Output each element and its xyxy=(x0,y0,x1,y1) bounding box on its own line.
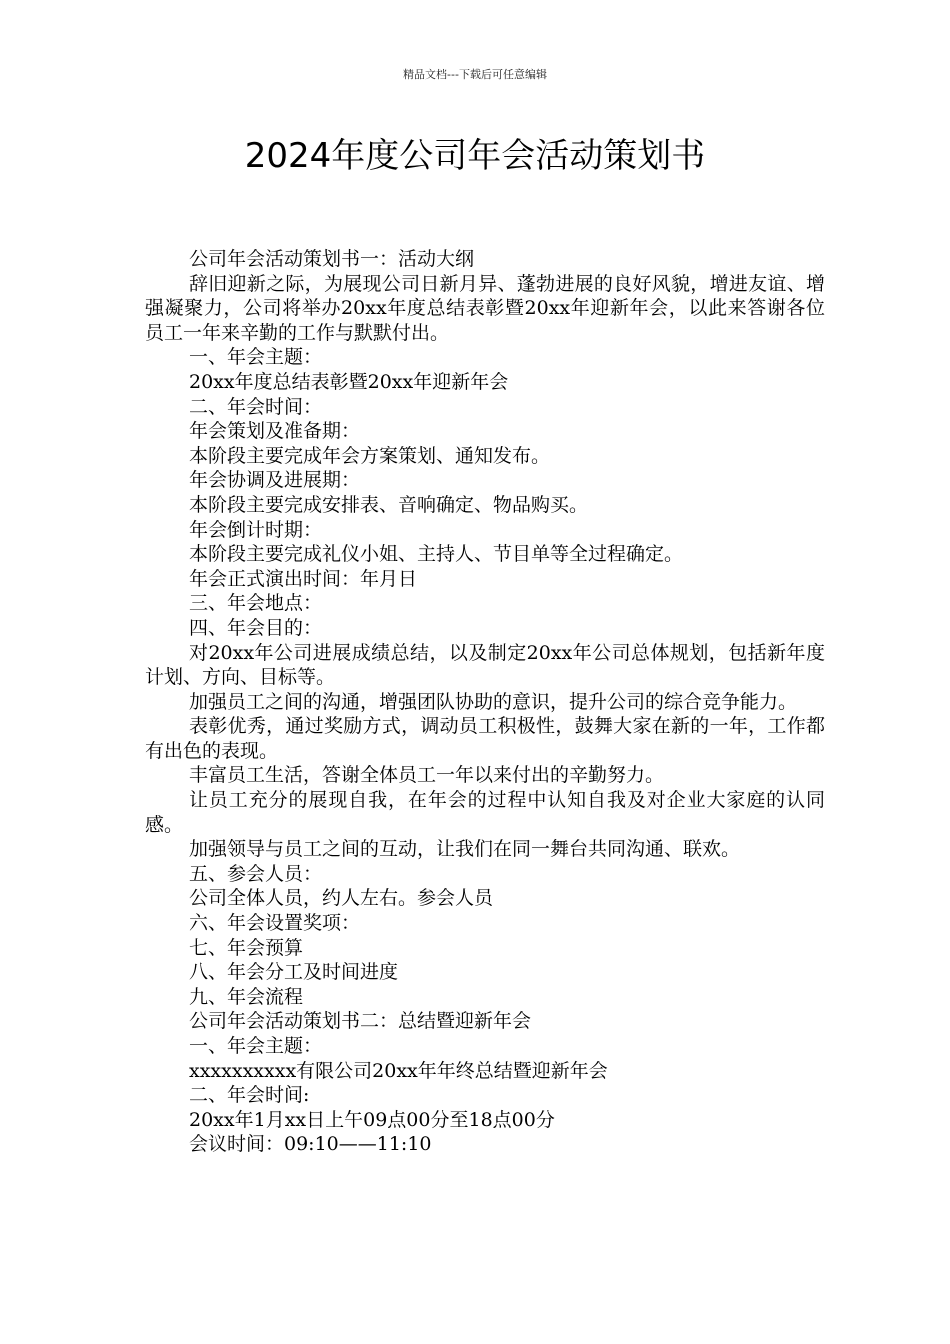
paragraph: 年会倒计时期： xyxy=(189,518,323,541)
paragraph: xxxxxxxxxx有限公司20xx年年终总结暨迎新年会 xyxy=(189,1059,608,1082)
paragraph: 三、年会地点： xyxy=(189,592,323,615)
paragraph: 公司年会活动策划书二：总结暨迎新年会 xyxy=(189,1010,532,1033)
paragraph: 二、年会时间: xyxy=(189,1084,310,1107)
paragraph: 加强员工之间的沟通，增强团队协助的意识，提升公司的综合竞争能力。 xyxy=(189,690,798,713)
paragraph: 八、年会分工及时间进度 xyxy=(189,961,399,984)
paragraph: 九、年会流程 xyxy=(189,985,304,1008)
document-title: 2024年度公司年会活动策划书 xyxy=(244,136,706,176)
paragraph: 20xx年度总结表彰暨20xx年迎新年会 xyxy=(189,370,509,393)
paragraph: 年会正式演出时间：年月日 xyxy=(189,567,418,590)
paragraph: 公司全体人员，约人左右。参会人员 xyxy=(189,887,494,910)
paragraph: 让员工充分的展现自我，在年会的过程中认知自我及对企业大家庭的认同感。 xyxy=(145,789,825,836)
paragraph: 丰富员工生活，答谢全体员工一年以来付出的辛勤努力。 xyxy=(189,764,665,787)
paragraph: 加强领导与员工之间的互动，让我们在同一舞台共同沟通、联欢。 xyxy=(189,838,741,861)
paragraph: 年会协调及进展期： xyxy=(189,469,361,492)
paragraph: 公司年会活动策划书一：活动大纲 xyxy=(189,248,475,270)
paragraph: 六、年会设置奖项： xyxy=(189,912,361,935)
header-note: 精品文档---下载后可任意编辑 xyxy=(403,68,547,81)
paragraph: 对20xx年公司进展成绩总结，以及制定20xx年公司总体规划，包括新年度计划、方向、目标等。 xyxy=(145,641,825,689)
paragraph: 表彰优秀，通过奖励方式，调动员工积极性，鼓舞大家在新的一年，工作都有出色的表现。 xyxy=(145,715,825,762)
paragraph: 一、年会主题： xyxy=(189,346,323,369)
paragraph: 本阶段主要完成礼仪小姐、主持人、节目单等全过程确定。 xyxy=(189,543,684,566)
paragraph: 七、年会预算 xyxy=(189,936,304,959)
document-body xyxy=(145,247,825,1157)
paragraph: 会议时间：09:10——11:10 xyxy=(189,1133,432,1156)
paragraph: 20xx年1月xx日上午09点00分至18点00分 xyxy=(189,1108,555,1131)
paragraph: 本阶段主要完成年会方案策划、通知发布。 xyxy=(189,444,551,467)
paragraph: 辞旧迎新之际，为展现公司日新月异、蓬勃进展的良好风貌，增进友谊、增强凝聚力，公司将举办20xx年度总结表彰暨20xx年迎新年会，以此来答谢各位员工一年来辛勤的工作与默默付出。 xyxy=(145,272,825,344)
paragraph: 年会策划及准备期： xyxy=(189,420,361,443)
paragraph: 本阶段主要完成安排表、音响确定、物品购买。 xyxy=(189,493,589,516)
paragraph: 五、参会人员： xyxy=(189,862,323,885)
paragraph: 四、年会目的： xyxy=(189,616,323,639)
paragraph: 二、年会时间： xyxy=(189,395,323,418)
paragraph: 一、年会主题： xyxy=(189,1035,323,1057)
